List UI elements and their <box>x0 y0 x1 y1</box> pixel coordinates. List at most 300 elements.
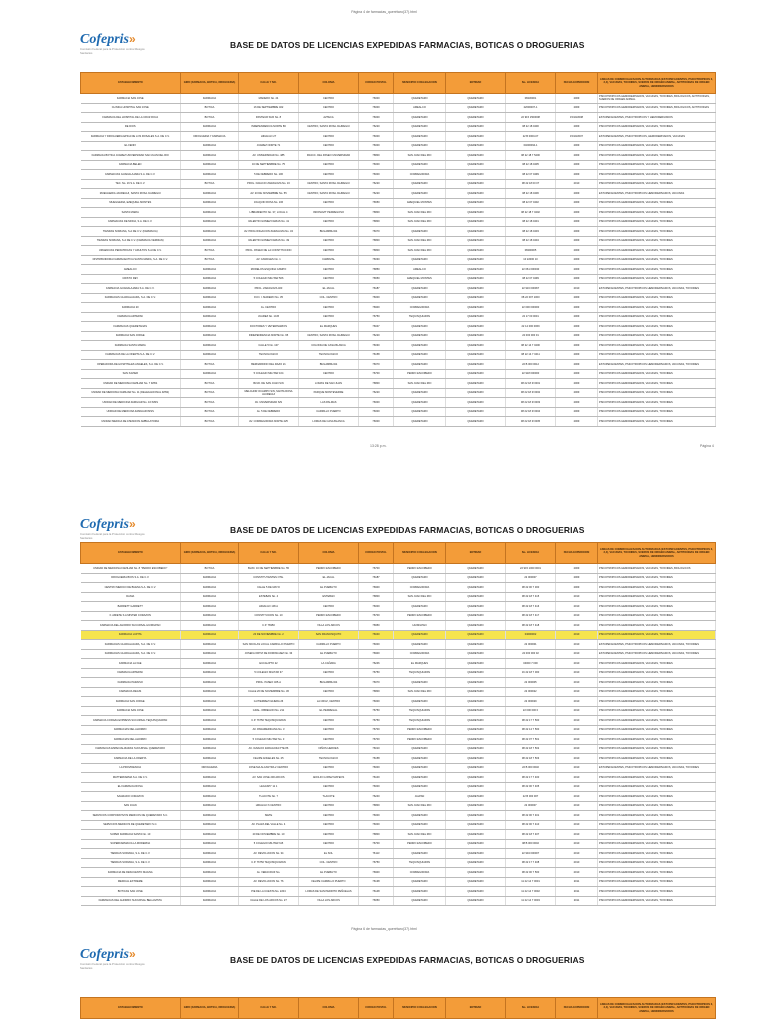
table-cell: ESTUPEFACIENTES, PSICOTROPICOS HEMODERIVADOS, VACUNAS, TOXOIDES <box>598 360 716 370</box>
table-cell: 2010 <box>556 754 598 764</box>
table-cell: QUERETARO <box>394 887 446 897</box>
table-row <box>81 706 716 716</box>
table-cell: 76000 <box>359 293 394 303</box>
table-cell: BOTICA <box>181 398 239 408</box>
table-cell: FARMACIA DEL HOSPITAL DE LA CRUZ ROJA <box>81 113 181 123</box>
table-cell: QUERETARO <box>394 697 446 707</box>
table-cell: CARRILLO PUERTO <box>299 407 359 417</box>
table-row <box>81 236 716 246</box>
table-cell: FARMACIA <box>181 265 239 275</box>
table-cell: EL FENIX <box>81 141 181 151</box>
table-cell: 76800 <box>359 379 394 389</box>
table-row <box>81 284 716 294</box>
table-cell: CENTRO <box>299 811 359 821</box>
table-cell: PSICOTROPICOS HEMODERIVADOS, VACUNAS, TOXOIDES <box>598 160 716 170</box>
table-cell: VALENTIN GOMEZ FARIAS No. 41 <box>239 217 299 227</box>
table-cell: 16 22 18 7 000 <box>506 668 556 678</box>
table-cell: QUERETARO <box>394 820 446 830</box>
table-cell: CONSTITUYENTES OTE. <box>239 573 299 583</box>
column-header: CODIGO POSTAL <box>359 543 394 564</box>
table-cell: 76700 <box>359 611 394 621</box>
table-cell: SAN JUAN DEL RIO <box>394 379 446 389</box>
table-cell: AV. CANDILES No. 1 <box>239 255 299 265</box>
table-cell: FARMACIA <box>181 122 239 132</box>
table-cell: 08 22 18 7 503 <box>506 754 556 764</box>
table-cell: 76900 <box>359 303 394 313</box>
table-cell: FARMACIA <box>181 227 239 237</box>
table-cell: FARMACIA <box>181 830 239 840</box>
table-cell: C.P. 76950 <box>239 621 299 631</box>
table-cell: PSICOTROPICOS HEMODERIVADOS, VACUNAS, TOXOIDES <box>598 773 716 783</box>
table-cell: FARMACIA <box>181 754 239 764</box>
table-cell: CENTRO <box>299 763 359 773</box>
table-row <box>81 839 716 849</box>
table-cell: FARMACIA DEL AHORRO SUCURSAL HUIMILPAN <box>81 621 181 631</box>
table-cell: QUERETARO <box>446 198 506 208</box>
table-cell: PSICOTROPICOS HEMODERIVADOS, VACUNAS, TOXOIDES <box>598 735 716 745</box>
table-cell: FARMACIA <box>181 811 239 821</box>
table-cell: PSICOTROPICOS HEMODERIVADOS, VACUNAS, TOXOIDES <box>598 630 716 640</box>
table-cell: 2011 <box>556 877 598 887</box>
table-cell: 5 COLEGIO MILITAR 506 <box>239 274 299 284</box>
table-cell: CENTRO <box>299 141 359 151</box>
table-cell: AZTECA <box>299 113 359 123</box>
table-cell: 22 000 000 01 <box>506 331 556 341</box>
table-cell: CENTRO, SANTA ROSA JAUREGUI <box>299 331 359 341</box>
table-cell: 22 17 00 0001 <box>506 312 556 322</box>
table-cell: FARMACIAS ESPECIALIZADAS SUCURSAL QUERETARO <box>81 744 181 754</box>
table-cell: EL MARQUES <box>299 322 359 332</box>
table-cell: EL PUEBLITO <box>299 583 359 593</box>
table-row <box>81 255 716 265</box>
table-cell: CENTRO, SANTA ROSA JAUREGUI <box>299 179 359 189</box>
table-cell: 76950 <box>359 621 394 631</box>
table-cell: LEGASPY 11 1 <box>239 782 299 792</box>
table-cell: SAN JUAN DEL RIO <box>394 592 446 602</box>
table-cell: 76900 <box>359 649 394 659</box>
table-cell: EUCALIPTO 22 <box>239 659 299 669</box>
table-cell: PSICOTROPICOS HEMODERIVADOS, VACUNAS, TOXOIDES <box>598 417 716 427</box>
table-cell: 76000 <box>359 132 394 142</box>
table-cell: FARMACIA REGIS <box>81 687 181 697</box>
table-cell: 2009 <box>556 217 598 227</box>
table-cell: 08 22 00 7 410 <box>506 820 556 830</box>
table-cell: ESTUPEFACIENTES, PSICOTROPICOS Y HEMODERIVADOS <box>598 113 716 123</box>
table-cell: MORELOS ESQUINA CAMPO <box>239 265 299 275</box>
table-cell: SUPER FARMACIA SANTA No. 10 <box>81 830 181 840</box>
table-cell: QUERETARO <box>446 725 506 735</box>
table-cell: QUERETARO <box>394 122 446 132</box>
table-cell: SAN JUAN DEL RIO <box>394 687 446 697</box>
table-cell: QUERETARO <box>446 811 506 821</box>
table-cell: PSICOTROPICOS HEMODERIVADOS, VACUNAS, TOXOIDES <box>598 611 716 621</box>
chevron-right-icon: » <box>129 517 136 531</box>
table-cell: QUERETARO <box>446 265 506 275</box>
table-cell: QUERETARO <box>394 573 446 583</box>
table-cell: QUERETARO <box>446 697 506 707</box>
column-header: LINEAS DE COMERCIALIZACION AUTORIZADAS (ESTUPEFACIENTES, PSICOTROPICOS 2, 3,4), VACUNAS, TOXOIDES, SUEROS DE ORIGEN ANIMAL, ANTITOXINAS DE ORIGEN ANIMAL, HEMODERIVADOS <box>598 73 716 94</box>
table-cell: JUAREZ NORTE 71 <box>239 141 299 151</box>
table-row <box>81 122 716 132</box>
table-cell: QUERETARO <box>446 103 506 113</box>
table-cell: QUERETARO <box>446 706 506 716</box>
table-cell: 22 000005 <box>506 678 556 688</box>
table-cell: PSICOTROPICOS HEMODERIVADOS, VACUNAS, TOXOIDES <box>598 312 716 322</box>
table-cell: FELIPE ANGELES No. 25 <box>239 754 299 764</box>
table-cell: FARMACIAS DE LA OFERTA S.A. DE C.V. <box>81 350 181 360</box>
table-row <box>81 621 716 631</box>
table-cell: FARMACIA <box>181 293 239 303</box>
table-cell: FARMACIA <box>181 630 239 640</box>
footer-time: 13:28 p.m. <box>370 444 387 448</box>
table-cell: 2010 <box>556 621 598 631</box>
table-cell: PSICOTROPICOS HEMODERIVADOS, VACUNAS, TOXOIDES <box>598 849 716 859</box>
table-cell: QUERETARO <box>446 801 506 811</box>
table-cell: HIDALGO 106 A <box>239 602 299 612</box>
table-cell: 08 22 18 0401 <box>506 217 556 227</box>
table-row <box>81 820 716 830</box>
table-cell: PSICOTROPICOS HEMODERIVADOS, VACUNAS, TOXOIDES <box>598 858 716 868</box>
table-row <box>81 583 716 593</box>
table-cell: AV. PROLONGACION ZARAGOZA No. 34 <box>239 227 299 237</box>
table-cell: 2010 <box>556 602 598 612</box>
table-row <box>81 189 716 199</box>
table-cell: PSICOTROPICOS HEMODERIVADOS, VACUNAS, TOXOIDES <box>598 830 716 840</box>
table-cell: PSICOTROPICOS HEMODERIVADOS, VACUNAS, TOXOIDES <box>598 274 716 284</box>
table-cell: 08 22 07 7 501 <box>506 735 556 745</box>
table-cell: FARMACIA <box>181 583 239 593</box>
table-cell: QUERETARO <box>446 322 506 332</box>
table-cell: 2009 <box>556 350 598 360</box>
table-cell: FARMACIAS DE MODA, S.A. DE C.V. <box>81 217 181 227</box>
table-cell: CENTRO, SANTA ROSA JAUREGUI <box>299 189 359 199</box>
column-header: COLONIA <box>299 73 359 94</box>
table-cell: QUERETARO <box>446 274 506 284</box>
table-cell: TECNOLOGICO <box>299 754 359 764</box>
table-cell: PEDRO ESCOBEDO <box>394 369 446 379</box>
table-cell: INFONAVIT PEDREGOSO <box>299 208 359 218</box>
table-cell: 2009 <box>556 122 598 132</box>
table-cell: 5 COLEGIO MILITAR 6-B <box>239 839 299 849</box>
table-cell: 2009 <box>556 170 598 180</box>
table-cell: HIDALGO 27 <box>239 132 299 142</box>
table-cell: 2009 <box>556 573 598 583</box>
table-cell: FARMACIAS DEL AHORRO SUCURSAL BELLAVISTA <box>81 896 181 906</box>
table-cell: SUPERFARMACIA LA MODERNA <box>81 839 181 849</box>
table-cell: PSICOTROPICOS HEMODERIVADOS, VACUNAS, TOXOIDES <box>598 725 716 735</box>
table-row <box>81 611 716 621</box>
table-cell: GUTIERREZ NAJERA 26 <box>239 697 299 707</box>
table-cell: 2010 <box>556 820 598 830</box>
table-cell: PSICOTROPICOS HEMODERIVADOS, VACUNAS, TOXOIDES <box>598 820 716 830</box>
logo-tagline: Comisión Federal para la Protección contra Riesgos Sanitarios <box>80 532 145 540</box>
table-cell: QUERETARO <box>446 744 506 754</box>
table-cell: FARMACIA <box>181 331 239 341</box>
table-cell: 2010 <box>556 716 598 726</box>
table-cell: SAN JUAN DEL RIO <box>394 236 446 246</box>
cofepris-logo <box>80 30 150 56</box>
table-cell: QUERETARO <box>446 877 506 887</box>
table-cell: BOTICA <box>181 179 239 189</box>
table-cell: CENTRO <box>299 782 359 792</box>
table-body <box>81 564 716 906</box>
table-cell: DANIA <box>81 592 181 602</box>
table-cell: 22 000022 <box>506 687 556 697</box>
table-cell: FARMACIA <box>181 170 239 180</box>
table-cell: QUERETARO <box>446 792 506 802</box>
table-row <box>81 360 716 370</box>
table-cell: FARMACIA <box>181 274 239 284</box>
table-cell: 22 000007 <box>506 573 556 583</box>
table-row <box>81 592 716 602</box>
table-cell: PSICOTROPICOS HEMODERIVADOS, VACUNAS, TOXOIDES <box>598 379 716 389</box>
table-row <box>81 398 716 408</box>
table-cell: PSICOTROPICOS HEMODERIVADOS, VACUNAS, TOXOIDES <box>598 887 716 897</box>
table-cell: 22 916 000067 <box>506 284 556 294</box>
table-cell: QUERETARO <box>446 773 506 783</box>
table-cell: 76750 <box>359 312 394 322</box>
table-cell: FARMACIA SAN JORGE <box>81 331 181 341</box>
table-cell: PSICOTROPICOS HEMODERIVADOS, VACUNAS, TOXOIDES <box>598 341 716 351</box>
table-cell: AV. PANAMERICANA No. 3 <box>239 725 299 735</box>
table-cell: 08 22 007 1000 <box>506 293 556 303</box>
table-cell: FARMACIA <box>181 640 239 650</box>
table-row <box>81 160 716 170</box>
table-cell: TEQUISQUIAPAN <box>394 858 446 868</box>
table-row <box>81 217 716 227</box>
table-cell: 2010 <box>556 744 598 754</box>
table-cell: FARMACIA <box>181 839 239 849</box>
table-cell: QUERETARO <box>394 255 446 265</box>
table-cell: 2010 <box>556 811 598 821</box>
table-cell: 2009 <box>556 303 598 313</box>
table-cell: PSICOTROPICOS HEMODERIVADOS, VACUNAS, TOXOIDES <box>598 573 716 583</box>
table-cell: PEDRO ESCOBEDO <box>394 564 446 574</box>
column-header: CODIGO POSTAL <box>359 73 394 94</box>
table-cell: QUERETARO <box>394 678 446 688</box>
table-cell: DROGUERIA BIOS S.A. DE C.V. <box>81 573 181 583</box>
table-cell: 08 22 18 R 0001 <box>506 379 556 389</box>
table-row <box>81 331 716 341</box>
table-cell: FARMACIA DE LA OFERTA <box>81 754 181 764</box>
table-cell: 2009 <box>556 151 598 161</box>
table-cell: 22 000 000 02 <box>506 649 556 659</box>
table-cell: TLACOTE <box>299 792 359 802</box>
table-cell: TLACOTE No. 7 <box>239 792 299 802</box>
table-cell: 08290005 <box>506 246 556 256</box>
table-cell: FARMACIA <box>181 573 239 583</box>
table-cell: DISTRIBUIDORA FARMACEUTICA SANTA MARIA, S.A. DE C.V. <box>81 255 181 265</box>
table-cell: 08 22 14 7 0400 <box>506 341 556 351</box>
table-cell: FARMACIA <box>181 877 239 887</box>
table-cell: QUERETARO <box>394 322 446 332</box>
table-cell: CORREGIDORA <box>394 170 446 180</box>
table-cell: CENTRO <box>299 303 359 313</box>
table-cell: 2010 <box>556 630 598 640</box>
table-cell: AV. IGNACIO ZARAGOZA PTE 86 <box>239 744 299 754</box>
table-cell: BOTICA <box>181 360 239 370</box>
table-row <box>81 564 716 574</box>
table-cell: UNIDAD DE MEDICINA FAMILIAR IMSS <box>81 407 181 417</box>
table-cell: QUERETARO <box>446 379 506 389</box>
page-header-note: Página 6 de farmacias_querétaro(37).html <box>351 927 417 931</box>
table-cell: PIE DE LA CUESTA No. 2204 <box>239 887 299 897</box>
table-cell: 76220 <box>359 189 394 199</box>
table-row <box>81 773 716 783</box>
table-cell: 76000 <box>359 697 394 707</box>
table-cell: 2010 <box>556 801 598 811</box>
table-cell: 08 22 14 7 0411 <box>506 350 556 360</box>
table-cell: 5 DE FEBRERO No. 106 <box>239 170 299 180</box>
table-cell: FARMACIA <box>181 341 239 351</box>
table-cell: FARMACIA <box>181 208 239 218</box>
table-cell: CENTRO <box>299 602 359 612</box>
table-cell: 2010 <box>556 782 598 792</box>
table-cell: QUERETARO <box>446 592 506 602</box>
table-cell: 04000094-1 <box>506 141 556 151</box>
table-cell: 76187 <box>359 284 394 294</box>
table-cell: PSICOTROPICOS HEMODERIVADOS, VACUNAS, TOXOIDES <box>598 236 716 246</box>
table-cell: FARMACIA SAN JOSE <box>81 706 181 716</box>
table-cell: QUERETARO <box>446 564 506 574</box>
table-cell: 2009 <box>556 583 598 593</box>
table-cell: 2009 <box>556 255 598 265</box>
table-row <box>81 868 716 878</box>
table-cell: QUERETARO <box>446 858 506 868</box>
table-cell: 08 22 18 0404 <box>506 236 556 246</box>
table-cell: 2009 <box>556 274 598 284</box>
table-cell: SAN JUAN DEL RIO <box>394 217 446 227</box>
table-cell: QUERETARO <box>446 820 506 830</box>
table-cell: 76030 <box>359 255 394 265</box>
table-cell: MATTERFARMA S.A. DE C.V. <box>81 773 181 783</box>
table-row <box>81 830 716 840</box>
table-cell: 2009 <box>556 236 598 246</box>
table-cell: BOTICA <box>181 246 239 256</box>
table-cell: ESTUPEFACIENTES, PSICOTROPICOS HEMODERIVADOS, VACUNAS, TOXOIDES <box>598 649 716 659</box>
table-cell: BLVD. DE SAN JUAN S/N <box>239 379 299 389</box>
table-cell: QUERETARO <box>394 284 446 294</box>
table-cell: CENTRO <box>299 830 359 840</box>
table-cell: JOSE MA ALCANTRA 2 CENTRO <box>239 763 299 773</box>
table-cell: TIENDAS SORIANA, S.A DE C.V. (FARMACIA VERDIAN) <box>81 236 181 246</box>
table-cell: AV. REVOLUCION No. 76 <box>239 877 299 887</box>
table-cell: JOSEFA ORTIZ DE DOMINGUEZ No. 33 <box>239 649 299 659</box>
table-cell: ESTUPEFACIENTES, PSICOTROPICOS HEMODERIVADOS, VACUNAS, TOXOIDES <box>598 763 716 773</box>
table-cell: BUGAMBILIAS <box>299 678 359 688</box>
table-cell: 2010 <box>556 668 598 678</box>
table-cell: CENTRO, SANTA ROSA JAUREGUI <box>299 122 359 132</box>
table-cell: 22 B 000 0012 <box>506 360 556 370</box>
column-header: CALLE Y NO. <box>239 998 299 1019</box>
table-row <box>81 379 716 389</box>
table-cell: INDEPENDENCIA NORTE No. 95 <box>239 331 299 341</box>
table-cell: COL. CENTRO <box>299 858 359 868</box>
table-cell: 5 COLEGIO MILITAR No. 3 <box>239 735 299 745</box>
table-cell: FARMACIA <box>181 820 239 830</box>
table-cell: 2010 <box>556 735 598 745</box>
table-cell: 2009 <box>556 246 598 256</box>
table-cell: FARMACIA LA FAE <box>81 659 181 669</box>
table-cell: QUERETARO <box>394 113 446 123</box>
table-cell: 76000 <box>359 170 394 180</box>
table-cell: 76187 <box>359 573 394 583</box>
table-cell: 08 22 18 7 417 <box>506 611 556 621</box>
table-cell: 76700 <box>359 725 394 735</box>
table-cell: AV. REVOLUCION No. 34 <box>239 849 299 859</box>
table-cell: BOTICA <box>181 564 239 574</box>
table-cell: 76000 <box>359 398 394 408</box>
table-cell: CORREGIDORA <box>394 583 446 593</box>
document-title: BASE DE DATOS DE LICENCIAS EXPEDIDAS FARMACIAS, BOTICAS O DROGUERIAS <box>230 40 585 50</box>
table-cell: FARMACIA <box>181 773 239 783</box>
table-cell: QUERETARO <box>446 160 506 170</box>
table-cell: QUERETARO <box>394 360 446 370</box>
table-cell: PEDRO ESCOBEDO <box>394 725 446 735</box>
table-cell: PSICOTROPICOS HEMODERIVADOS, VACUNAS, TOXOIDES <box>598 208 716 218</box>
table-cell: QUERETARO <box>446 398 506 408</box>
table-cell: 76000 <box>359 113 394 123</box>
table-cell: 2009 <box>556 322 598 332</box>
table-cell: CRISTO REY <box>81 274 181 284</box>
table-cell: QUERETARO <box>446 602 506 612</box>
table-cell: PSICOTROPICOS HEMODERIVADOS, VACUNAS, TOXOIDES <box>598 407 716 417</box>
table-cell: OPERADORA DE HOSPITALES ANGELES, S.A. DE C.V. <box>81 360 181 370</box>
table-header-row <box>81 543 716 564</box>
table-cell: QUERETARO <box>446 687 506 697</box>
table-cell: LA CRUZ, CENTRO <box>299 697 359 707</box>
table-cell: CONSTITUCION No. 10 <box>239 611 299 621</box>
column-header: FECHA EXPEDICION <box>556 73 598 94</box>
table-cell: 2010 <box>556 640 598 650</box>
table-cell: CENTRO <box>299 716 359 726</box>
column-header: ENTIDAD <box>446 543 506 564</box>
table-cell: 76750 <box>359 858 394 868</box>
table-row <box>81 303 716 313</box>
table-cell: QUERETARO <box>394 388 446 398</box>
table-cell: QUERETARO <box>446 293 506 303</box>
table-cell: FARMACIA <box>181 849 239 859</box>
table-cell: QUERETARO <box>446 369 506 379</box>
table-cell: BERNARDINO DEL RAZO 21 <box>239 360 299 370</box>
table-cell: 08 22 18 0406 <box>506 189 556 199</box>
table-cell: PSICOTROPICOS HEMODERIVADOS, VACUNAS, TOXOIDES <box>598 170 716 180</box>
table-cell: TEQUISQUIAPAN <box>394 706 446 716</box>
table-cell: PSICOTROPICOS HEMODERIVADOS, VACUNAS, TOXOIDES <box>598 801 716 811</box>
table-cell: PSICOTROPICOS HEMODERIVADOS, VACUNAS, TOXOIDES <box>598 678 716 688</box>
table-cell: QUERETARO <box>446 113 506 123</box>
table-cell: 76138 <box>359 877 394 887</box>
table-cell: 2009 <box>556 369 598 379</box>
table-cell: QUERETARO <box>394 782 446 792</box>
table-cell: CORREGIDORA <box>394 649 446 659</box>
table-cell: 2010 <box>556 773 598 783</box>
table-cell: CARRIZAL <box>299 255 359 265</box>
table-cell: PSICOTROPICOS HEMODERIVADOS, VACUNAS, TOXOIDES <box>598 592 716 602</box>
table-cell: 76800 <box>359 208 394 218</box>
table-cell: PEDRO ESCOBEDO <box>299 564 359 574</box>
table-cell: QUERETARO <box>446 132 506 142</box>
table-row <box>81 801 716 811</box>
table-cell: QUERETARO <box>446 754 506 764</box>
table-cell: ADOLFO LOPEZ MATEOS <box>299 773 359 783</box>
table-cell: 2010 <box>556 649 598 659</box>
table-cell: JUAREZ No. 10-B <box>239 312 299 322</box>
table-cell: FARMACIA PARAISO <box>81 678 181 688</box>
table-cell: QUERETARO <box>446 284 506 294</box>
table-cell: SAN JUAN DEL RIO <box>394 151 446 161</box>
table-cell: CENTRO <box>299 132 359 142</box>
